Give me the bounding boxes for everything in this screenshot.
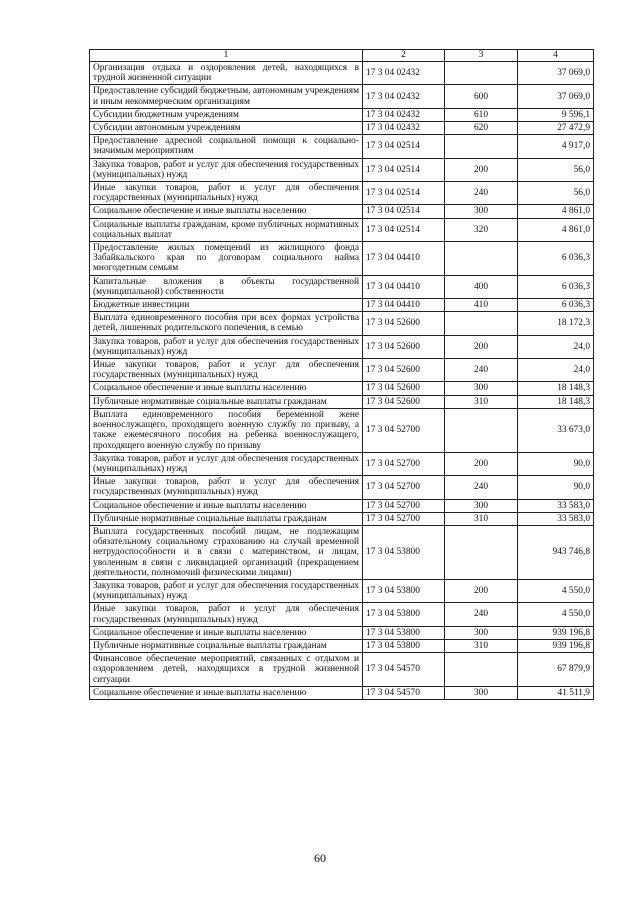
row-expense-type: 610 [445,108,518,121]
row-code: 17 3 04 52600 [363,395,445,408]
row-name: Закупка товаров, работ и услуг для обеспечения государственных (муниципальных) нужд [90,158,363,181]
table-row [90,626,594,639]
row-amount: 67 879,9 [518,653,594,687]
row-expense-type [445,242,518,276]
row-name: Бюджетные инвестиции [90,299,363,312]
row-name: Социальные выплаты гражданам, кроме публичных нормативных социальных выплат [90,218,363,241]
table-row [90,579,594,602]
row-amount: 37 069,0 [518,62,594,85]
row-name: Публичные нормативные социальные выплаты гражданам [90,639,363,652]
row-name: Публичные нормативные социальные выплаты гражданам [90,395,363,408]
table-row [90,653,594,687]
row-code: 17 3 04 52600 [363,335,445,358]
row-code: 17 3 04 04410 [363,242,445,276]
row-amount: 4 861,0 [518,205,594,218]
row-code: 17 3 04 52700 [363,476,445,499]
row-code: 17 3 04 02514 [363,182,445,205]
row-expense-type [445,312,518,335]
row-expense-type: 620 [445,122,518,135]
row-amount: 33 673,0 [518,408,594,452]
row-name: Капитальные вложения в объекты государственной (муниципальной) собственности [90,275,363,298]
table-body [90,62,594,700]
row-name: Закупка товаров, работ и услуг для обеспечения государственных (муниципальных) нужд [90,452,363,475]
row-amount: 6 036,3 [518,242,594,276]
table-row [90,408,594,452]
row-expense-type: 300 [445,626,518,639]
row-amount: 90,0 [518,452,594,475]
row-code: 17 3 04 02432 [363,62,445,85]
row-name: Иные закупки товаров, работ и услуг для обеспечения государственных (муниципальных) нужд [90,476,363,499]
row-code: 17 3 04 53800 [363,639,445,652]
row-amount: 18 172,3 [518,312,594,335]
row-code: 17 3 04 02514 [363,135,445,158]
table-row [90,382,594,395]
row-expense-type: 410 [445,299,518,312]
row-name: Иные закупки товаров, работ и услуг для обеспечения государственных (муниципальных) нужд [90,182,363,205]
table-row [90,85,594,108]
row-code: 17 3 04 52700 [363,408,445,452]
row-amount: 4 917,0 [518,135,594,158]
row-expense-type: 300 [445,382,518,395]
row-name: Социальное обеспечение и иные выплаты населению [90,686,363,699]
row-code: 17 3 04 53800 [363,626,445,639]
row-code: 17 3 04 52600 [363,382,445,395]
row-name: Иные закупки товаров, работ и услуг для обеспечения государственных (муниципальных) нужд [90,603,363,626]
row-code: 17 3 04 52700 [363,512,445,525]
row-expense-type: 240 [445,182,518,205]
row-name: Социальное обеспечение и иные выплаты населению [90,626,363,639]
row-expense-type: 300 [445,499,518,512]
row-name: Субсидии бюджетным учреждениям [90,108,363,121]
page-number: 60 [314,851,326,865]
row-amount: 56,0 [518,182,594,205]
row-expense-type: 200 [445,452,518,475]
row-code: 17 3 04 53800 [363,525,445,579]
row-amount: 33 583,0 [518,512,594,525]
row-amount: 939 196,8 [518,626,594,639]
row-expense-type: 240 [445,603,518,626]
row-expense-type: 320 [445,218,518,241]
row-expense-type: 200 [445,335,518,358]
table-row [90,512,594,525]
row-expense-type: 200 [445,158,518,181]
row-expense-type: 240 [445,476,518,499]
table-row [90,452,594,475]
table-row [90,182,594,205]
row-amount: 27 472,9 [518,122,594,135]
row-name: Выплата единовременного пособия беременной жене военнослужащего, проходящего военную службу по призыву, а также ежемесячного пособия на ребенка военнослужащего, проходящего военную службу по призыву [90,408,363,452]
table-row [90,275,594,298]
row-expense-type: 310 [445,639,518,652]
row-amount: 56,0 [518,158,594,181]
table-row [90,499,594,512]
row-amount: 4 861,0 [518,218,594,241]
row-expense-type [445,62,518,85]
row-code: 17 3 04 02432 [363,108,445,121]
row-amount: 90,0 [518,476,594,499]
budget-table [89,49,594,700]
table-header [90,50,594,62]
row-code: 17 3 04 04410 [363,299,445,312]
row-name: Предоставление субсидий бюджетным, автономным учреждениям и иным некоммерческим организациям [90,85,363,108]
row-amount: 4 550,0 [518,579,594,602]
row-name: Публичные нормативные социальные выплаты гражданам [90,512,363,525]
row-amount: 18 148,3 [518,382,594,395]
header-col-3: 3 [445,50,518,62]
table-row [90,395,594,408]
table-row [90,359,594,382]
row-expense-type: 310 [445,512,518,525]
table-row [90,335,594,358]
row-expense-type: 240 [445,359,518,382]
row-name: Социальное обеспечение и иные выплаты населению [90,499,363,512]
row-amount: 18 148,3 [518,395,594,408]
row-code: 17 3 04 53800 [363,579,445,602]
row-name: Закупка товаров, работ и услуг для обеспечения государственных (муниципальных) нужд [90,579,363,602]
row-expense-type [445,525,518,579]
row-name: Предоставление жилых помещений из жилищного фонда Забайкальского края по договорам социального найма многодетным семьям [90,242,363,276]
row-amount: 41 511,9 [518,686,594,699]
row-code: 17 3 04 53800 [363,603,445,626]
row-code: 17 3 04 52700 [363,499,445,512]
row-code: 17 3 04 54570 [363,686,445,699]
row-expense-type [445,135,518,158]
row-amount: 33 583,0 [518,499,594,512]
table-row [90,242,594,276]
row-expense-type: 310 [445,395,518,408]
table-row [90,62,594,85]
row-name: Выплата государственных пособий лицам, не подлежащим обязательному социальному страхованию на случай временной нетрудоспособности и в связи с материнством, и лицам, уволенным в связи с ликвидацией организаций (прекращением деятельности, полномочий физическими лицами) [90,525,363,579]
row-code: 17 3 04 02432 [363,122,445,135]
row-code: 17 3 04 04410 [363,275,445,298]
row-amount: 37 069,0 [518,85,594,108]
table-row [90,525,594,579]
row-name: Предоставление адресной социальной помощи к социально-значимым мероприятиям [90,135,363,158]
header-col-2: 2 [363,50,445,62]
row-code: 17 3 04 52600 [363,312,445,335]
header-row [90,50,594,62]
row-expense-type: 300 [445,686,518,699]
table-row [90,476,594,499]
table-row [90,218,594,241]
row-code: 17 3 04 02514 [363,205,445,218]
row-amount: 939 196,8 [518,639,594,652]
header-col-4: 4 [518,50,594,62]
table-row [90,603,594,626]
row-expense-type [445,653,518,687]
row-amount: 24,0 [518,359,594,382]
table-row [90,108,594,121]
row-name: Финансовое обеспечение мероприятий, связанных с отдыхом и оздоровлением детей, находящихся в трудной жизненной ситуации [90,653,363,687]
row-code: 17 3 04 54570 [363,653,445,687]
row-amount: 6 036,3 [518,299,594,312]
row-code: 17 3 04 02514 [363,158,445,181]
row-code: 17 3 04 52700 [363,452,445,475]
row-expense-type [445,408,518,452]
row-amount: 943 746,8 [518,525,594,579]
row-name: Социальное обеспечение и иные выплаты населению [90,205,363,218]
row-expense-type: 200 [445,579,518,602]
row-expense-type: 300 [445,205,518,218]
row-name: Организация отдыха и оздоровления детей, находящихся в трудной жизненной ситуации [90,62,363,85]
table-row [90,686,594,699]
table-row [90,312,594,335]
row-name: Выплата единовременного пособия при всех формах устройства детей, лишенных родительского попечения, в семью [90,312,363,335]
row-name: Социальное обеспечение и иные выплаты населению [90,382,363,395]
table-row [90,135,594,158]
table-row [90,205,594,218]
row-expense-type: 400 [445,275,518,298]
row-expense-type: 600 [445,85,518,108]
row-name: Закупка товаров, работ и услуг для обеспечения государственных (муниципальных) нужд [90,335,363,358]
table-row [90,299,594,312]
table-row [90,158,594,181]
row-amount: 4 550,0 [518,603,594,626]
row-amount: 24,0 [518,335,594,358]
row-code: 17 3 04 52600 [363,359,445,382]
header-col-1: 1 [90,50,363,62]
row-amount: 6 036,3 [518,275,594,298]
row-name: Субсидии автономным учреждениям [90,122,363,135]
row-amount: 9 596,1 [518,108,594,121]
row-code: 17 3 04 02432 [363,85,445,108]
table-row [90,639,594,652]
table-row [90,122,594,135]
row-code: 17 3 04 02514 [363,218,445,241]
row-name: Иные закупки товаров, работ и услуг для обеспечения государственных (муниципальных) нужд [90,359,363,382]
